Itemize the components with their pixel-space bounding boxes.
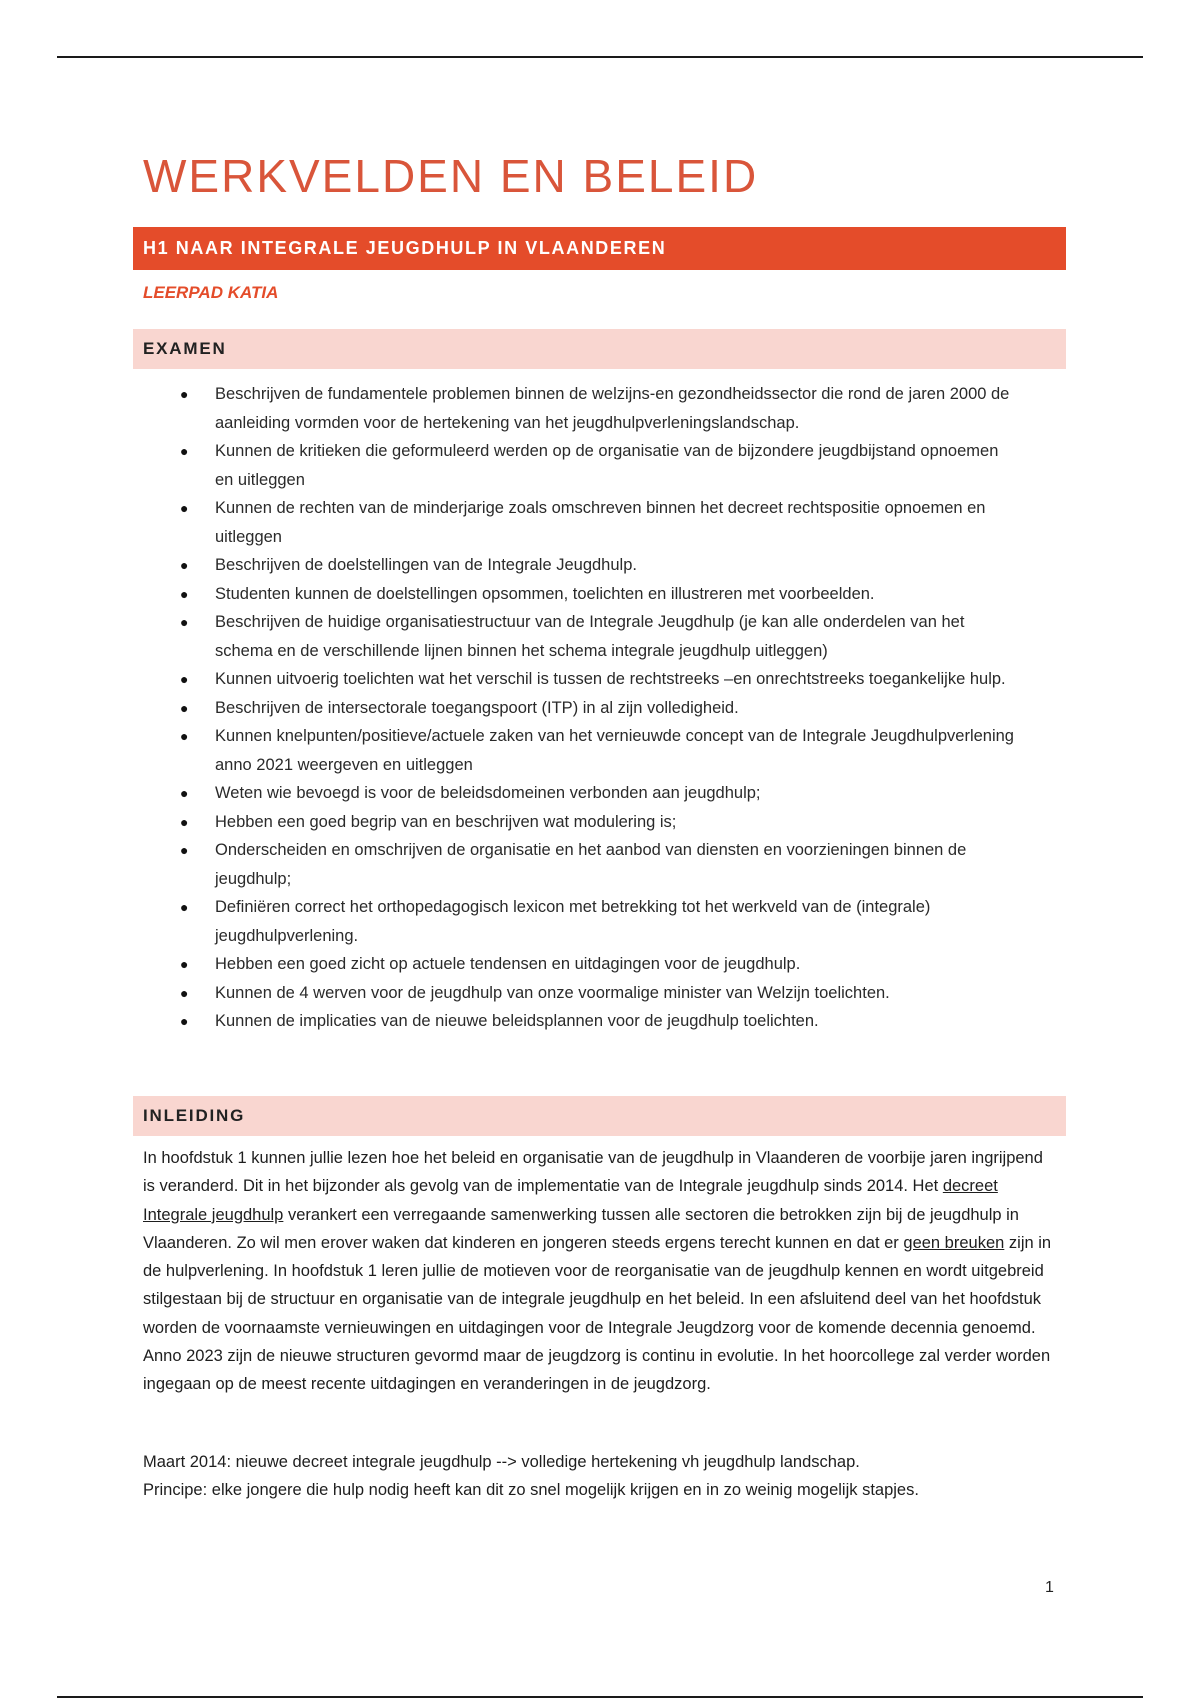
list-item-text: Definiëren correct het orthopedagogisch lexicon met betrekking tot het werkveld van de (integrale) jeugdhulpverlening. xyxy=(215,898,931,945)
bullet-icon: ● xyxy=(180,956,189,972)
list-item-text: Hebben een goed zicht op actuele tendensen en uitdagingen voor de jeugdhulp. xyxy=(215,955,801,973)
bullet-icon: ● xyxy=(180,386,189,402)
bullet-icon: ● xyxy=(180,1013,189,1029)
list-item xyxy=(0,608,1100,665)
list-item xyxy=(0,665,1100,694)
intro-text-part: In hoofdstuk 1 kunnen jullie lezen hoe het beleid en organisatie van de jeugdhulp in Vlaanderen de voorbije jaren ingrijpend is veranderd. Dit in het bijzonder als gevolg van de implementatie van de Integrale jeugdhulp sinds 2014. Het xyxy=(143,1149,1043,1196)
bullet-icon: ● xyxy=(180,500,189,516)
chapter-heading: H1 NAAR INTEGRALE JEUGDHULP IN VLAANDEREN xyxy=(133,227,1066,270)
top-rule xyxy=(57,56,1143,58)
bullet-icon: ● xyxy=(180,813,189,830)
bullet-icon: ● xyxy=(180,614,189,630)
list-item-text: Hebben een goed begrip van en beschrijven wat modulering is; xyxy=(215,812,677,831)
list-item xyxy=(0,580,1100,609)
bottom-rule xyxy=(57,1696,1143,1698)
decreet-link[interactable]: decreet Integrale jeugdhulp xyxy=(143,1177,998,1224)
list-item xyxy=(0,779,1100,808)
bullet-icon: ● xyxy=(180,557,189,573)
document-title: WERKVELDEN EN BELEID xyxy=(143,150,759,202)
bullet-icon: ● xyxy=(180,699,189,716)
intro-paragraph xyxy=(143,1144,1058,1399)
exam-objectives-list xyxy=(0,380,1100,1036)
list-item-text: Kunnen de kritieken die geformuleerd werden op de organisatie van de bijzondere jeugdbijstand opnoemen en uitleggen xyxy=(215,442,999,489)
list-item-text: Kunnen de rechten van de minderjarige zoals omschreven binnen het decreet rechtspositie opnoemen en uitleggen xyxy=(215,499,986,546)
list-item-text: Kunnen knelpunten/positieve/actuele zaken van het vernieuwde concept van de Integrale Jeugdhulpverlening anno 2021 weergeven en uitleggen xyxy=(215,727,1014,774)
summary-line-principle: Principe: elke jongere die hulp nodig heeft kan dit zo snel mogelijk krijgen en in zo weinig mogelijk stapjes. xyxy=(143,1481,919,1500)
intro-summary xyxy=(143,1448,1058,1505)
list-item xyxy=(0,808,1100,837)
list-item xyxy=(0,694,1100,723)
list-item-text: Kunnen de 4 werven voor de jeugdhulp van onze voormalige minister van Welzijn toelichten. xyxy=(215,983,890,1002)
bullet-icon: ● xyxy=(180,728,189,744)
list-item-text: Onderscheiden en omschrijven de organisatie en het aanbod van diensten en voorzieningen binnen de jeugdhulp; xyxy=(215,841,967,888)
bullet-icon: ● xyxy=(180,899,189,915)
section-heading-examen: EXAMEN xyxy=(133,329,1066,369)
list-item xyxy=(0,893,1100,950)
list-item xyxy=(0,494,1100,551)
bullet-icon: ● xyxy=(180,443,189,459)
page-number: 1 xyxy=(1045,1579,1054,1596)
list-item xyxy=(0,836,1100,893)
summary-line-decree: Maart 2014: nieuwe decreet integrale jeugdhulp --> volledige hertekening vh jeugdhulp landschap. xyxy=(143,1453,860,1471)
list-item xyxy=(0,950,1100,979)
list-item-text: Kunnen de implicaties van de nieuwe beleidsplannen voor de jeugdhulp toelichten. xyxy=(215,1012,819,1030)
bullet-icon: ● xyxy=(180,984,189,1001)
geen-breuken-link[interactable]: geen breuken xyxy=(903,1233,1005,1252)
list-item xyxy=(0,979,1100,1008)
bullet-icon: ● xyxy=(180,585,189,602)
list-item-text: Beschrijven de huidige organisatiestructuur van de Integrale Jeugdhulp (je kan alle onderdelen van het schema en de verschillende lijnen binnen het schema integrale jeugdhulp uitleggen) xyxy=(215,613,965,660)
intro-text-part: verankert een verregaande samenwerking tussen alle sectoren die betrokken zijn bij de jeugdhulp in Vlaanderen. Zo wil men erover waken dat kinderen en jongeren steeds ergens terecht kunnen en dat er xyxy=(143,1205,1019,1252)
list-item xyxy=(0,380,1100,437)
bullet-icon: ● xyxy=(180,671,189,687)
list-item-text: Beschrijven de fundamentele problemen binnen de welzijns-en gezondheidssector die rond de jaren 2000 de aanleiding vormden voor de hertekening van het jeugdhulpverleningslandschap. xyxy=(215,385,1010,432)
section-heading-inleiding: INLEIDING xyxy=(133,1096,1066,1136)
bullet-icon: ● xyxy=(180,785,189,801)
list-item-text: Studenten kunnen de doelstellingen opsommen, toelichten en illustreren met voorbeelden. xyxy=(215,584,875,603)
bullet-icon: ● xyxy=(180,842,189,858)
list-item-text: Beschrijven de intersectorale toegangspoort (ITP) in al zijn volledigheid. xyxy=(215,698,739,717)
list-item-text: Beschrijven de doelstellingen van de Integrale Jeugdhulp. xyxy=(215,556,637,574)
list-item-text: Weten wie bevoegd is voor de beleidsdomeinen verbonden aan jeugdhulp; xyxy=(215,784,761,802)
list-item xyxy=(0,437,1100,494)
list-item-text: Kunnen uitvoerig toelichten wat het verschil is tussen de rechtstreeks –en onrechtstreeks toegankelijke hulp. xyxy=(215,670,1006,688)
list-item xyxy=(0,551,1100,580)
list-item xyxy=(0,1007,1100,1036)
list-item xyxy=(0,722,1100,779)
intro-text-part: zijn in de hulpverlening. In hoofdstuk 1 leren jullie de motieven voor de reorganisatie van de jeugdhulp kennen en wordt uitgebreid stilgestaan bij de structuur en organisatie van de integrale jeugdhulp en het beleid. In een afsluitend deel van het hoofdstuk worden de voornaamste vernieuwingen en uitdagingen voor de Integrale Jeugdzorg voor de komende decennia genoemd. Anno 2023 zijn de nieuwe structuren gevormd maar de jeugdzorg is continu in evolutie. In het hoorcollege zal verder worden ingegaan op de meest recente uitdagingen en veranderingen in de jeugdzorg. xyxy=(143,1233,1052,1394)
leerpad-label: LEERPAD KATIA xyxy=(143,283,279,302)
